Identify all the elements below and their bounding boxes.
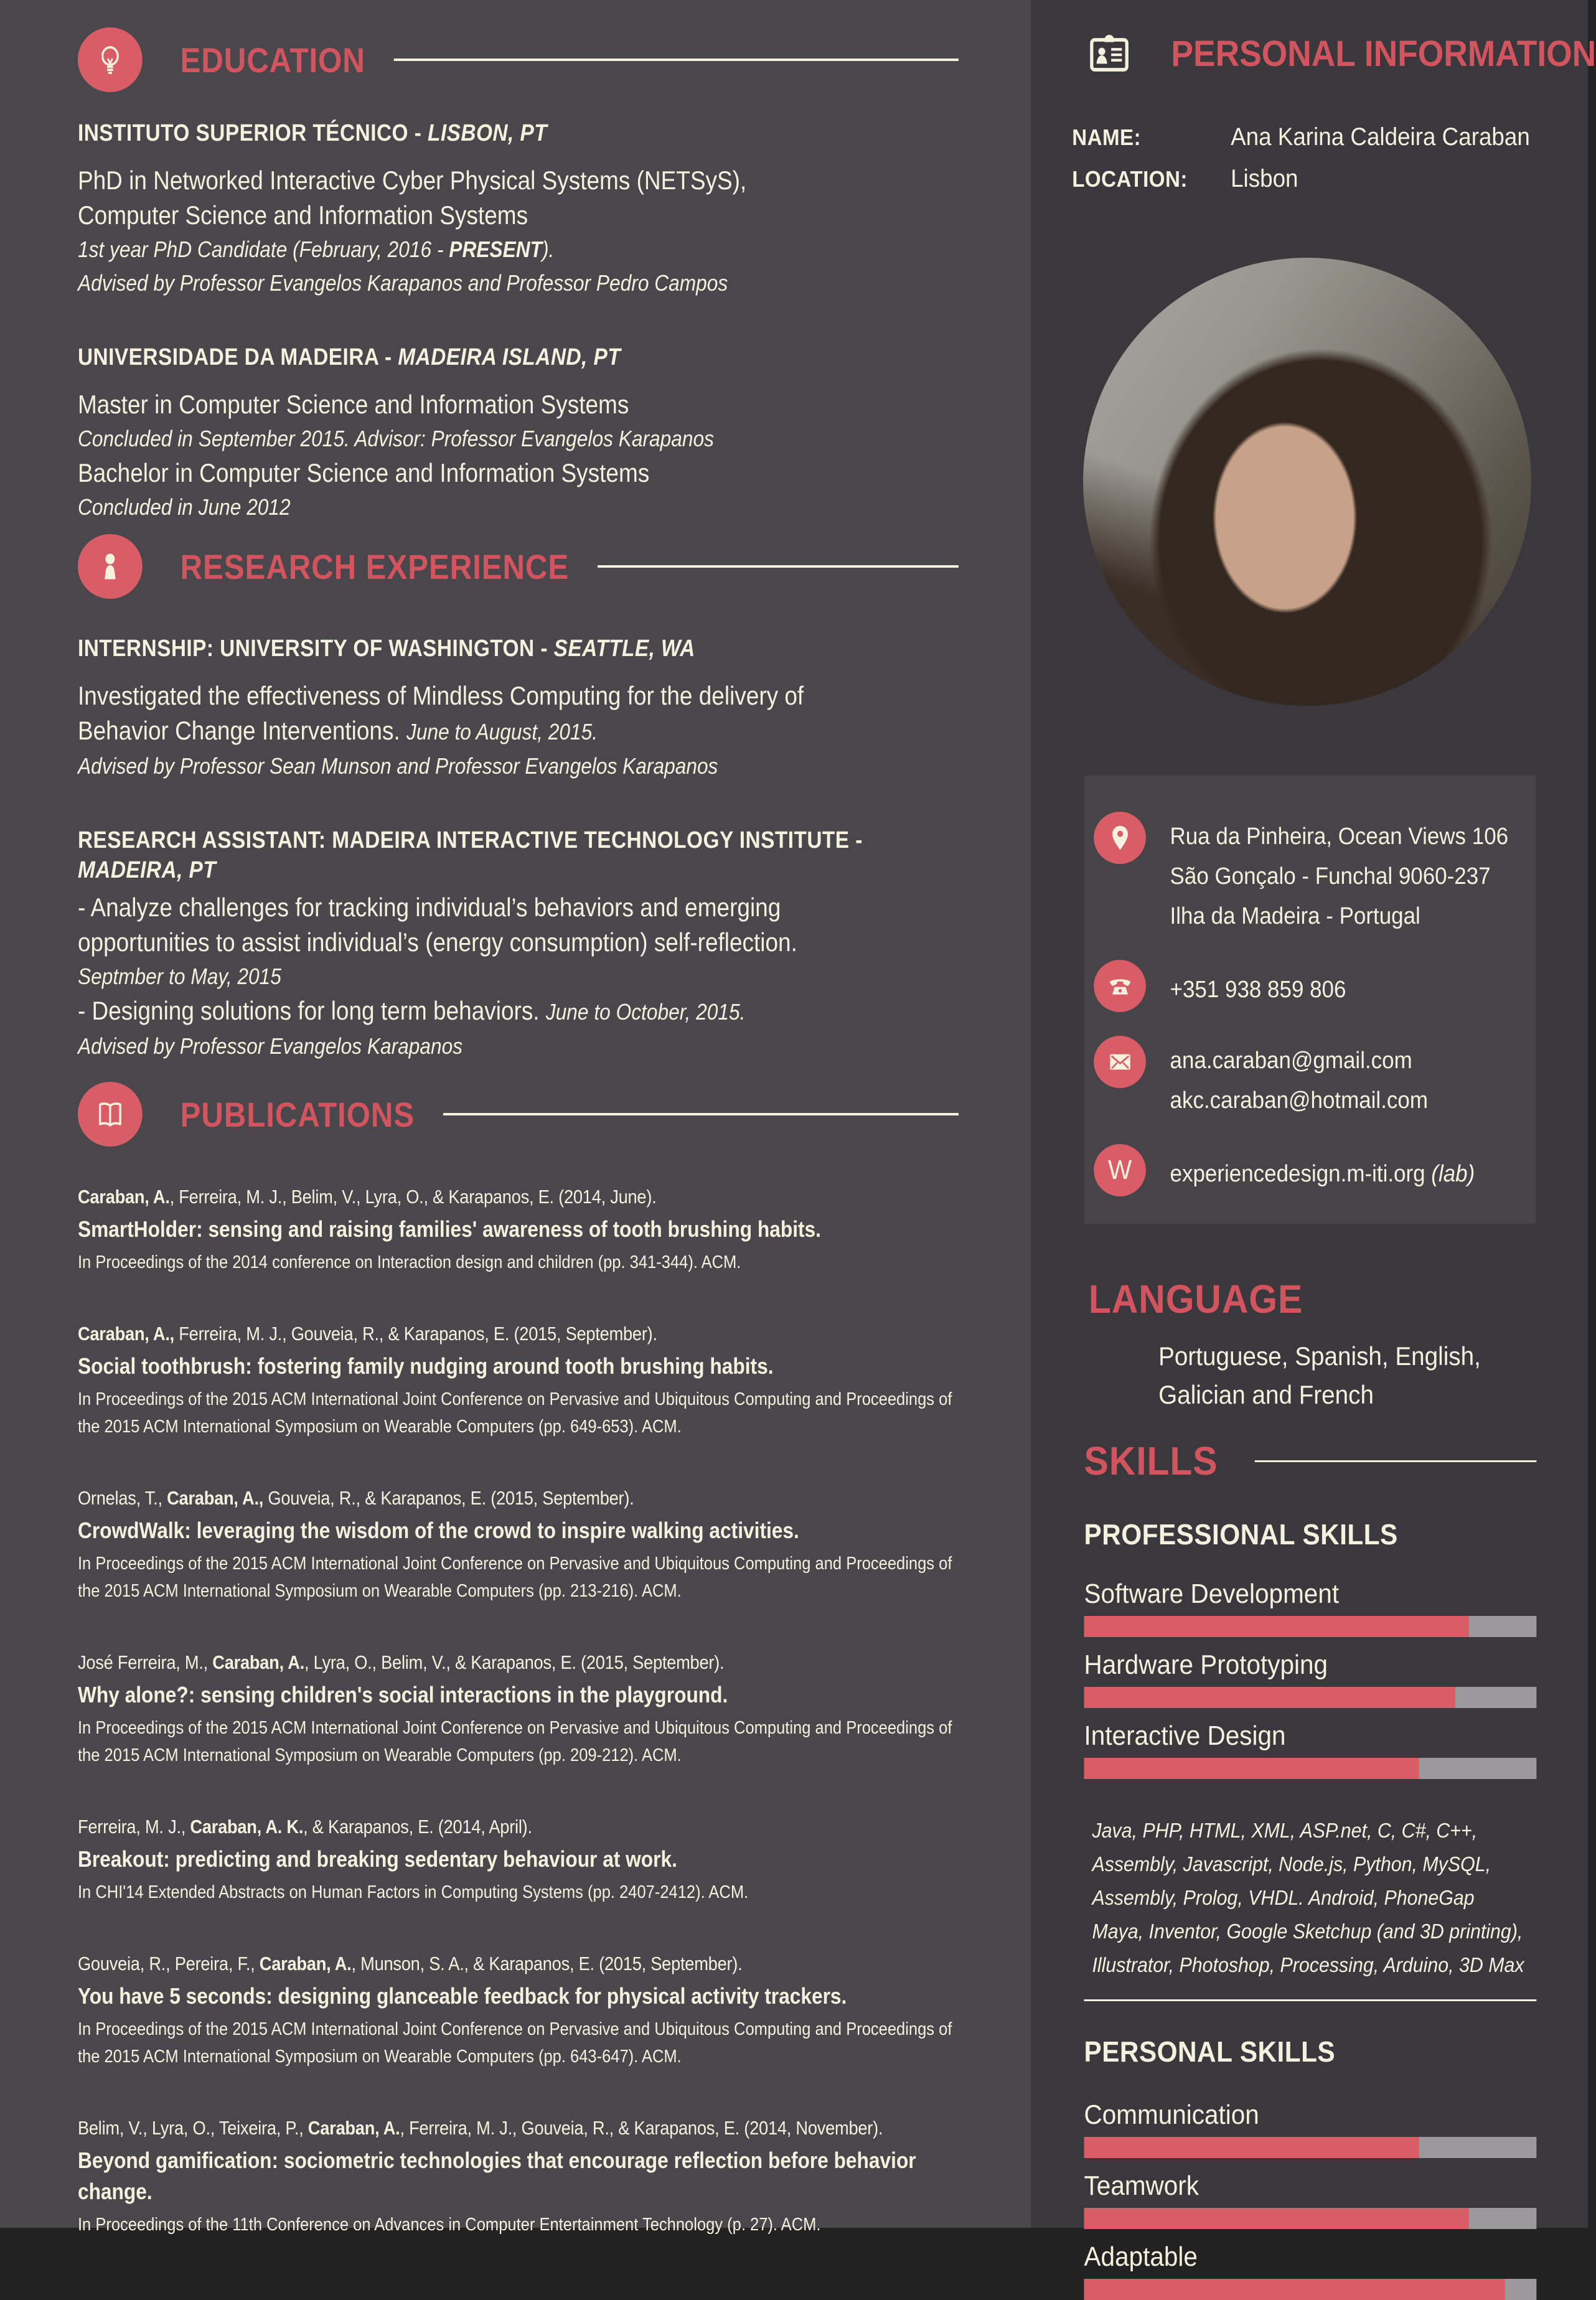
tools-line: Illustrator, Photoshop, Processing, Arduino, 3D Max: [1092, 1953, 1524, 1976]
skill-bar-fill: [1084, 2279, 1505, 2300]
skill-bar-group: [1084, 2241, 1537, 2300]
skill-label: Teamwork: [1084, 2171, 1199, 2201]
contact-item: [1094, 812, 1519, 936]
publications-list: [78, 1183, 959, 2238]
publication-entry: [78, 1320, 959, 1440]
tools-list: [1092, 1814, 1536, 1982]
publication-title: CrowdWalk: leveraging the wisdom of the crowd to inspire walking activities.: [77, 1518, 799, 1543]
book-icon: [78, 1082, 143, 1147]
phone-icon: [1094, 960, 1146, 1012]
web-icon: W: [1094, 1144, 1146, 1196]
professional-skills-bars: [1084, 1579, 1537, 1779]
publication-venue: In Proceedings of the 2014 conference on Interaction design and children (pp. 341-344). ACM.: [77, 1252, 741, 1272]
personal-info-label: NAME:: [1072, 124, 1142, 150]
skill-bar-group: [1084, 1720, 1537, 1779]
skill-bar-track: [1084, 1616, 1537, 1637]
publication-venue: In Proceedings of the 2015 ACM International Joint Conference on Pervasive and Ubiquitous Computing and Proceedings of the 2015 ACM International Symposium on Wearable Computers (pp. 649-653). ACM.: [77, 1389, 952, 1437]
entry-line: Concluded in June 2012: [77, 494, 291, 520]
research-entry: [78, 634, 959, 783]
entry-line: PhD in Networked Interactive Cyber Physical Systems (NETSyS),: [77, 166, 747, 195]
personal-info-header: [1072, 27, 1596, 80]
skill-bar-group: [1084, 1579, 1537, 1637]
entry-line: - Analyze challenges for tracking individual’s behaviors and emerging: [77, 893, 781, 922]
contact-item: [1094, 1144, 1519, 1196]
research-title: RESEARCH EXPERIENCE: [180, 547, 570, 586]
entry-line: Advised by Professor Evangelos Karapanos: [77, 1033, 463, 1059]
entry-line: Master in Computer Science and Information Systems: [77, 390, 629, 419]
entry-line: Advised by Professor Sean Munson and Professor Evangelos Karapanos: [77, 753, 718, 779]
skill-label: Interactive Design: [1084, 1720, 1286, 1751]
right-column: [1031, 0, 1596, 2272]
publication-entry: [78, 1183, 959, 1276]
entry-heading: INTERNSHIP: UNIVERSITY OF WASHINGTON - SEATTLE, WA: [77, 636, 695, 662]
language-line: Galician and French: [1158, 1380, 1374, 1409]
skill-label: Hardware Prototyping: [1084, 1650, 1328, 1680]
publication-title: Breakout: predicting and breaking sedentary behaviour at work.: [77, 1846, 677, 1872]
education-entry: [78, 118, 959, 300]
personal-skills-heading: PERSONAL SKILLS: [1084, 2035, 1336, 2068]
personal-info-title: PERSONAL INFORMATION: [1171, 33, 1596, 74]
email-icon: [1094, 1036, 1146, 1088]
contact-card: [1084, 776, 1536, 1224]
entry-heading: RESEARCH ASSISTANT: MADEIRA INTERACTIVE TECHNOLOGY INSTITUTE - MADEIRA, PT: [77, 827, 863, 883]
skill-bar-fill: [1084, 2208, 1469, 2229]
professional-skills-heading: PROFESSIONAL SKILLS: [1084, 1518, 1398, 1551]
contact-lines: [1170, 1036, 1428, 1120]
entry-line: Concluded in September 2015. Advisor: Professor Evangelos Karapanos: [77, 426, 714, 451]
personal-skills-bars: [1084, 2100, 1537, 2300]
publication-title: Social toothbrush: fostering family nudging around tooth brushing habits.: [77, 1353, 774, 1379]
publications-section: [78, 1082, 959, 2238]
skill-bar-group: [1084, 1650, 1537, 1708]
publication-venue: In CHI'14 Extended Abstracts on Human Factors in Computing Systems (pp. 2407-2412). ACM.: [77, 1882, 749, 1902]
publications-title: PUBLICATIONS: [180, 1094, 415, 1134]
skill-bar-fill: [1084, 1758, 1419, 1779]
skill-bar-fill: [1084, 2137, 1419, 2158]
research-header: [78, 534, 959, 599]
personal-info-row: [1072, 165, 1536, 193]
skill-label: Software Development: [1084, 1579, 1340, 1609]
contact-lines: [1170, 812, 1509, 936]
skill-bar-track: [1084, 1758, 1537, 1779]
entry-line: Investigated the effectiveness of Mindless Computing for the delivery of: [77, 681, 804, 710]
skills-header: [1084, 1438, 1537, 1484]
skill-label: Adaptable: [1084, 2241, 1198, 2272]
entry-line: - Designing solutions for long term behaviors. June to October, 2015.: [77, 996, 746, 1025]
personal-info-value: Ana Karina Caldeira Caraban: [1231, 123, 1530, 151]
publication-authors: Ferreira, M. J., Caraban, A. K., & Karapanos, E. (2014, April).: [77, 1816, 532, 1838]
education-entries: [78, 118, 959, 524]
entry-line: Septmber to May, 2015: [77, 964, 281, 989]
publication-entry: [78, 1484, 959, 1605]
publication-title: Beyond gamification: sociometric technologies that encourage reflection before behavior change.: [77, 2147, 916, 2204]
contact-lines: [1170, 960, 1346, 1010]
research-entries: [78, 634, 959, 1063]
publications-header: [78, 1082, 959, 1147]
entry-line: 1st year PhD Candidate (February, 2016 - PRESENT).: [77, 237, 555, 262]
publication-entry: [78, 1950, 959, 2070]
publication-authors: Belim, V., Lyra, O., Teixeira, P., Caraban, A., Ferreira, M. J., Gouveia, R., & Karapanos, E. (2014, November).: [77, 2117, 883, 2139]
entry-heading: UNIVERSIDADE DA MADEIRA - MADEIRA ISLAND, PT: [77, 344, 621, 370]
lightbulb-icon: [78, 27, 143, 92]
skill-bar-group: [1084, 2171, 1537, 2229]
entry-heading: INSTITUTO SUPERIOR TÉCNICO - LISBON, PT: [77, 120, 548, 146]
skill-bar-track: [1084, 2208, 1537, 2229]
person-icon: [78, 534, 143, 599]
contact-line[interactable]: akc.caraban@hotmail.com: [1170, 1087, 1428, 1114]
publication-authors: José Ferreira, M., Caraban, A., Lyra, O., Belim, V., & Karapanos, E. (2015, September).: [77, 1651, 725, 1673]
contact-line: Ilha da Madeira - Portugal: [1170, 903, 1420, 929]
entry-line: Advised by Professor Evangelos Karapanos and Professor Pedro Campos: [77, 270, 728, 296]
skill-bar-track: [1084, 1687, 1537, 1708]
entry-line: Behavior Change Interventions. June to August, 2015.: [77, 716, 598, 745]
personal-info-row: [1072, 123, 1536, 151]
contact-item: [1094, 960, 1519, 1012]
publication-venue: In Proceedings of the 2015 ACM International Joint Conference on Pervasive and Ubiquitous Computing and Proceedings of the 2015 ACM International Symposium on Wearable Computers (pp. 209-212). ACM.: [77, 1718, 952, 1765]
publication-entry: [78, 1648, 959, 1769]
publication-venue: In Proceedings of the 11th Conference on Advances in Computer Entertainment Technology (p. 27). ACM.: [77, 2215, 821, 2235]
tools-line: Assembly, Prolog, VHDL. Android, PhoneGap: [1092, 1886, 1475, 1909]
research-entry: [78, 825, 959, 1063]
education-section: [78, 27, 959, 524]
publication-title: Why alone?: sensing children's social interactions in the playground.: [77, 1682, 728, 1707]
skill-bar-fill: [1084, 1616, 1469, 1637]
publication-title: SmartHolder: sensing and raising families' awareness of tooth brushing habits.: [77, 1216, 821, 1242]
entry-line: opportunities to assist individual’s (energy consumption) self-reflection.: [77, 927, 797, 957]
tools-line: Maya, Inventor, Google Sketchup (and 3D printing),: [1092, 1920, 1523, 1943]
publication-entry: [78, 2114, 959, 2238]
entry-line: Computer Science and Information Systems: [77, 200, 528, 230]
section-divider: [598, 565, 959, 568]
skill-bar-track: [1084, 2137, 1537, 2158]
publication-authors: Caraban, A., Ferreira, M. J., Belim, V., Lyra, O., & Karapanos, E. (2014, June).: [77, 1186, 657, 1208]
publication-title: You have 5 seconds: designing glanceable feedback for physical activity trackers.: [77, 1983, 847, 2009]
language-title: LANGUAGE: [1088, 1277, 1303, 1321]
tools-line: Assembly, Javascript, Node.js, Python, MySQL,: [1092, 1852, 1491, 1875]
contact-line[interactable]: experiencedesign.m-iti.org (lab): [1170, 1161, 1475, 1187]
education-header: [78, 27, 959, 92]
personal-skills-divider: [1084, 1999, 1537, 2001]
contact-line: Rua da Pinheira, Ocean Views 106: [1170, 824, 1509, 850]
profile-photo: [1083, 258, 1531, 706]
personal-info-value: Lisbon: [1231, 165, 1298, 192]
publication-authors: Gouveia, R., Pereira, F., Caraban, A., Munson, S. A., & Karapanos, E. (2015, September).: [77, 1953, 743, 1974]
contact-item: [1094, 1036, 1519, 1120]
contact-lines: [1170, 1144, 1475, 1194]
skills-divider: [1254, 1460, 1536, 1462]
publication-venue: In Proceedings of the 2015 ACM International Joint Conference on Pervasive and Ubiquitous Computing and Proceedings of the 2015 ACM International Symposium on Wearable Computers (pp. 213-216). ACM.: [77, 1554, 952, 1601]
publication-venue: In Proceedings of the 2015 ACM International Joint Conference on Pervasive and Ubiquitous Computing and Proceedings of the 2015 ACM International Symposium on Wearable Computers (pp. 643-647). ACM.: [77, 2019, 952, 2067]
skill-bar-fill: [1084, 1687, 1455, 1708]
contact-line: +351 938 859 806: [1170, 977, 1346, 1003]
id-card-icon: [1086, 27, 1132, 80]
language-list: [1158, 1337, 1536, 1414]
contact-line[interactable]: ana.caraban@gmail.com: [1170, 1048, 1412, 1074]
entry-line: Bachelor in Computer Science and Information Systems: [77, 458, 650, 487]
skills-title: SKILLS: [1084, 1439, 1218, 1483]
personal-info-rows: [1072, 123, 1536, 193]
contact-line: São Gonçalo - Funchal 9060-237: [1170, 863, 1491, 889]
skill-label: Communication: [1084, 2100, 1259, 2130]
tools-line: Java, PHP, HTML, XML, ASP.net, C, C#, C++,: [1092, 1819, 1478, 1842]
education-entry: [78, 342, 959, 524]
publication-authors: Ornelas, T., Caraban, A., Gouveia, R., & Karapanos, E. (2015, September).: [77, 1487, 634, 1509]
section-divider: [393, 59, 959, 61]
location-pin-icon: [1094, 812, 1146, 864]
publication-authors: Caraban, A., Ferreira, M. J., Gouveia, R., & Karapanos, E. (2015, September).: [77, 1323, 657, 1345]
education-title: EDUCATION: [180, 40, 365, 80]
language-line: Portuguese, Spanish, English,: [1158, 1341, 1481, 1371]
skill-bar-group: [1084, 2100, 1537, 2158]
personal-info-label: LOCATION:: [1072, 166, 1188, 192]
section-divider: [443, 1113, 959, 1115]
research-section: [78, 534, 959, 1063]
publication-entry: [78, 1813, 959, 1906]
skill-bar-track: [1084, 2279, 1537, 2300]
